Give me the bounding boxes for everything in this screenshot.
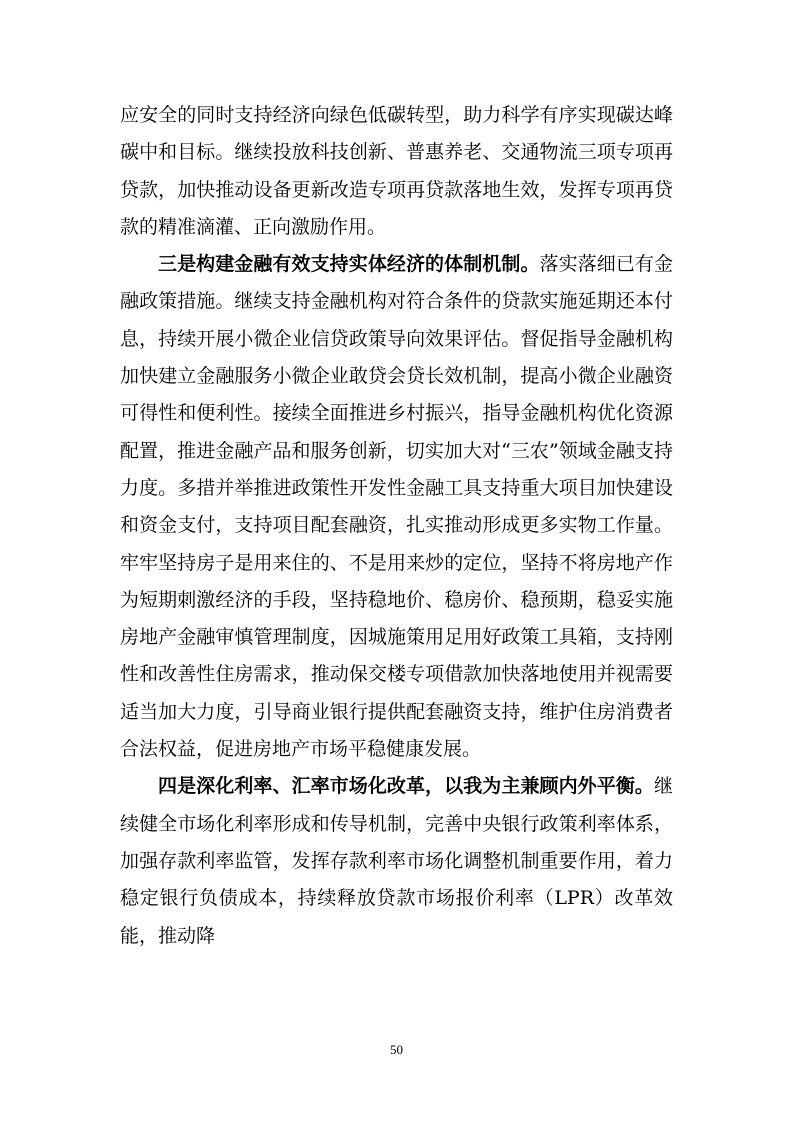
paragraph-continued (120, 97, 673, 246)
body-text (120, 97, 673, 955)
page-number: 50 (390, 1042, 403, 1057)
paragraph-text: 继续健全市场化利率形成和传导机制，完善中央银行政策利率体系，加强存款利率监管，发挥存款利率市场化调整机制重要作用，着力稳定银行负债成本，持续释放贷款市场报价利率（LPR）改革效能，推动降 (120, 775, 673, 947)
paragraph-institutional-mechanisms (120, 246, 673, 768)
paragraph-rate-reform (120, 768, 673, 954)
paragraph-text: 应安全的同时支持经济向绿色低碳转型，助力科学有序实现碳达峰碳中和目标。继续投放科技创新、普惠养老、交通物流三项专项再贷款，加快推动设备更新改造专项再贷款落地生效，发挥专项再贷款的精准滴灌、正向激励作用。 (120, 104, 673, 238)
paragraph-text: 落实落细已有金融政策措施。继续支持金融机构对符合条件的贷款实施延期还本付息，持续开展小微企业信贷政策导向效果评估。督促指导金融机构加快建立金融服务小微企业敢贷会贷长效机制，提高小微企业融资可得性和便利性。接续全面推进乡村振兴，指导金融机构优化资源配置，推进金融产品和服务创新，切实加大对“三农”领域金融支持力度。多措并举推进政策性开发性金融工具支持重大项目加快建设和资金支付，支持项目配套融资，扎实推动形成更多实物工作量。牢牢坚持房子是用来住的、不是用来炒的定位，坚持不将房地产作为短期刺激经济的手段，坚持稳地价、稳房价、稳预期，稳妥实施房地产金融审慎管理制度，因城施策用足用好政策工具箱，支持刚性和改善性住房需求，推动保交楼专项借款加快落地使用并视需要适当加大力度，引导商业银行提供配套融资支持，维护住房消费者合法权益，促进房地产市场平稳健康发展。 (120, 253, 673, 761)
paragraph-lead: 三是构建金融有效支持实体经济的体制机制。 (158, 253, 540, 276)
paragraph-lead: 四是深化利率、汇率市场化改革，以我为主兼顾内外平衡。 (158, 775, 654, 798)
